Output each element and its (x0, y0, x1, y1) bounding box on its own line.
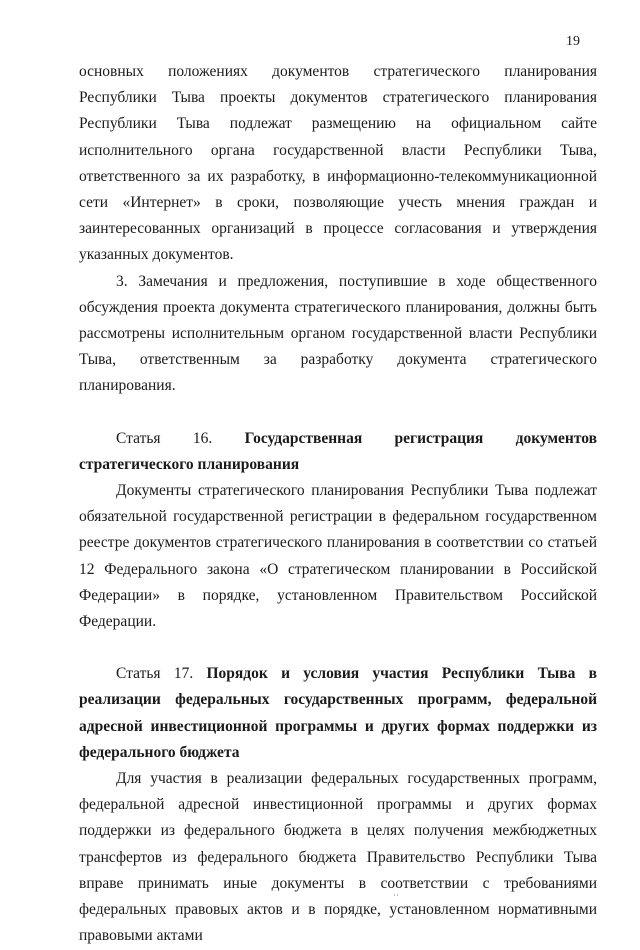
article-17-title: Порядок и условия участия Республики Тыва в реализации федеральных государственных программ, федеральной адресной инвестиционной программы и других формах поддержки из федерального бюджета (79, 665, 597, 761)
article-16-body: Документы стратегического планирования Республики Тыва подлежат обязательной государственной регистрации в федеральном государственном реестре документов стратегического планирования в соответствии со статьей 12 Федерального закона «О стратегическом планировании в Российской Федерации» в порядке, установленном Правительством Российской Федерации. (79, 482, 597, 631)
page-number: 19 (566, 34, 580, 49)
article-16-number: Статья 16. (116, 429, 245, 447)
article-16-title: Государственная регистрация документов стратегического планирования (79, 429, 597, 473)
section-spacer (79, 400, 597, 426)
article-17-heading (79, 661, 597, 766)
paragraph-continuation: основных положениях документов стратегического планирования Республики Тыва проекты документов стратегического планирования Республики Тыва подлежат размещению на официальном сайте исполнительного органа государственной власти Республики Тыва, ответственного за их разработку, в информационно-телекоммуникационной сети «Интернет» в сроки, позволяющие учесть мнения граждан и заинтересованных организаций в процессе согласования и утверждения указанных документов. (79, 63, 597, 264)
article-16-heading (79, 426, 597, 478)
footer-mark: ˙˙ (393, 893, 399, 903)
section-spacer (79, 635, 597, 661)
paragraph-item-3: 3. Замечания и предложения, поступившие в ходе общественного обсуждения проекта документа стратегического планирования, должны быть рассмотрены исполнительным органом государственной власти Республики Тыва, ответственным за разработку документа стратегического планирования. (79, 272, 597, 395)
article-17-body: Для участия в реализации федеральных государственных программ, федеральной адресной инвестиционной программы и других формах поддержки из федерального бюджета в целях получения межбюджетных трансфертов из федерального бюджета Правительство Республики Тыва вправе принимать иные документы в соответствии с требованиями федеральных правовых актов и в порядке, установленном нормативными правовыми актами (79, 770, 597, 945)
article-17-number: Статья 17. (116, 665, 207, 683)
document-body (79, 59, 597, 950)
